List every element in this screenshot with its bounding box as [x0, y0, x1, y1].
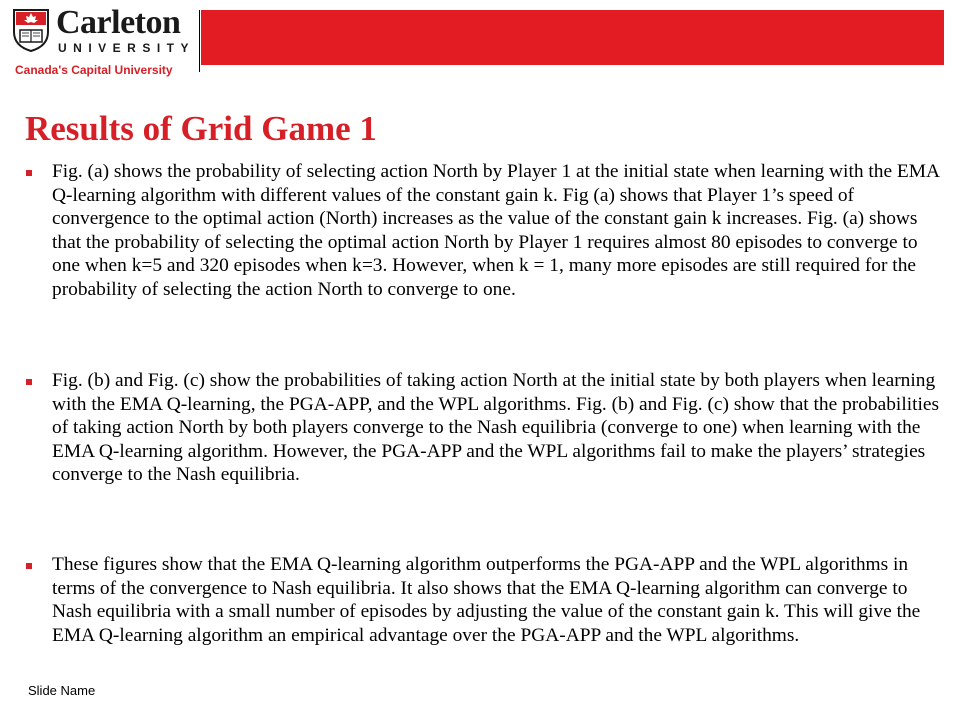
bullet-text: Fig. (b) and Fig. (c) show the probabilities of taking action North at the initial state by both players when learning with the EMA Q-learning, the PGA-APP, and the WPL algorithms. Fig. (b) and Fig. (c) show that the probabilities of taking action North by both players converge to the Nash equilibria (converge to one) when learning with the EMA Q-learning algorithm. However, the PGA-APP and the WPL algorithms fail to make the players’ strategies converge to the Nash equilibria.: [52, 370, 940, 485]
header-accent-bar: [201, 10, 944, 65]
bullet-marker-icon: [26, 170, 32, 176]
brand-name: Carleton: [56, 4, 181, 41]
carleton-logo: [12, 4, 196, 80]
header-divider: [199, 10, 200, 72]
bullet-text: Fig. (a) shows the probability of selecting action North by Player 1 at the initial state when learning with the EMA Q-learning algorithm with different values of the constant gain k. Fig (a) shows that Player 1’s speed of convergence to the optimal action (North) increases as the value of the constant gain k increases. Fig. (a) shows that the probability of selecting the optimal action North by Player 1 requires almost 80 episodes to converge to one when k=5 and 320 episodes when k=3. However, when k = 1, many more episodes are still required for the probability of selecting the action North to converge to one.: [52, 161, 939, 300]
brand-tagline: Canada's Capital University: [15, 63, 173, 77]
slide-title: Results of Grid Game 1: [25, 109, 377, 148]
bullet-text: These figures show that the EMA Q-learning algorithm outperforms the PGA-APP and the WPL algorithms in terms of the convergence to Nash equilibria. It also shows that the EMA Q-learning algorithm can converge to Nash equilibria with a small number of episodes by adjusting the value of the constant gain k. This will give the EMA Q-learning algorithm an empirical advantage over the PGA-APP and the WPL algorithms.: [52, 554, 921, 646]
bullet-marker-icon: [26, 563, 32, 569]
bullet-marker-icon: [26, 379, 32, 385]
brand-subtitle: UNIVERSITY: [58, 41, 196, 55]
footer-slide-name: Slide Name: [28, 683, 96, 698]
shield-icon: [12, 8, 50, 52]
